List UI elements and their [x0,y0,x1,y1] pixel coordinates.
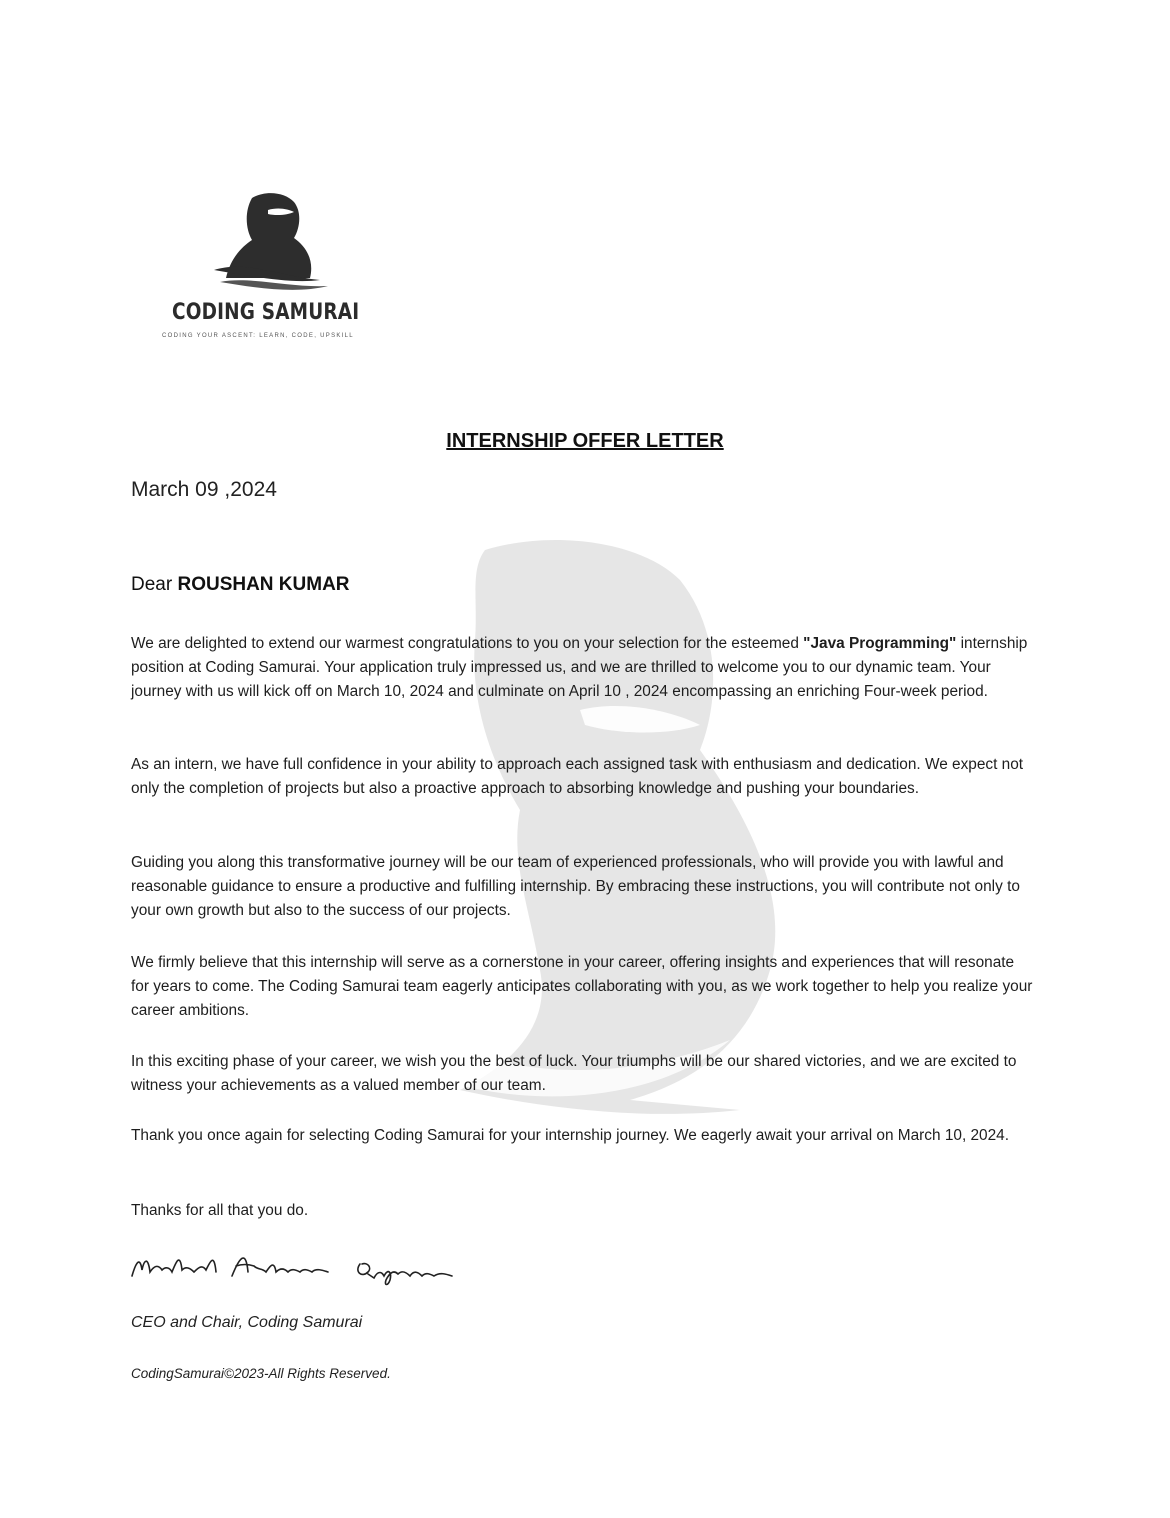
paragraph-cornerstone: We firmly believe that this internship will serve as a cornerstone in your career, offering insights and experiences that will resonate for years to come. The Coding Samurai team eagerly anticipates collaborating with you, as we work together to help you realize your career ambitions. [131,954,1033,1019]
salutation [131,574,350,596]
recipient-name: ROUSHAN KUMAR [177,574,350,595]
p1-after: internship position at Coding Samurai. Your application truly impressed us, and we are thrilled to welcome you to our dynamic team. Your journey with us will kick off on March 10, 2024 and culminate on April 10 , 2024 encompassing an enriching Four-week period. [131,635,1028,700]
letter-date: March 09 ,2024 [131,478,277,501]
signature [128,1242,458,1288]
samurai-logo-icon [210,190,335,295]
signer-title: CEO and Chair, Coding Samurai [131,1314,363,1331]
paragraph-expectations: As an intern, we have full confidence in your ability to approach each assigned task with enthusiasm and dedication. We expect not only the completion of projects but also a proactive approach to absorbing knowledge and pushing your boundaries. [131,756,1024,797]
paragraph-best-wishes: In this exciting phase of your career, we wish you the best of luck. Your triumphs will be our shared victories, and we are excited to witness your achievements as a valued member of our team. [131,1053,1017,1094]
brand-tagline: CODING YOUR ASCENT: LEARN, CODE, UPSKILL [162,333,354,339]
p1-before: We are delighted to extend our warmest congratulations to you on your selection for the esteemed [131,635,804,652]
closing-line: Thanks for all that you do. [131,1202,309,1219]
paragraph-thank-you: Thank you once again for selecting Coding Samurai for your internship journey. We eagerly await your arrival on March 10, 2024. [131,1127,1010,1144]
program-name: "Java Programming" [803,635,957,652]
samurai-watermark [400,520,820,1120]
salutation-prefix: Dear [131,574,178,595]
brand-name: CODING SAMURAI [172,300,360,325]
copyright-notice: CodingSamurai©2023-All Rights Reserved. [131,1366,391,1381]
paragraph-guidance: Guiding you along this transformative journey will be our team of experienced professionals, who will provide you with lawful and reasonable guidance to ensure a productive and fulfilling internship. By embracing these instructions, you will contribute not only to your own growth but also to the success of our projects. [131,854,1020,919]
paragraph-congratulations [131,632,1036,703]
letter-title: INTERNSHIP OFFER LETTER [446,430,724,452]
